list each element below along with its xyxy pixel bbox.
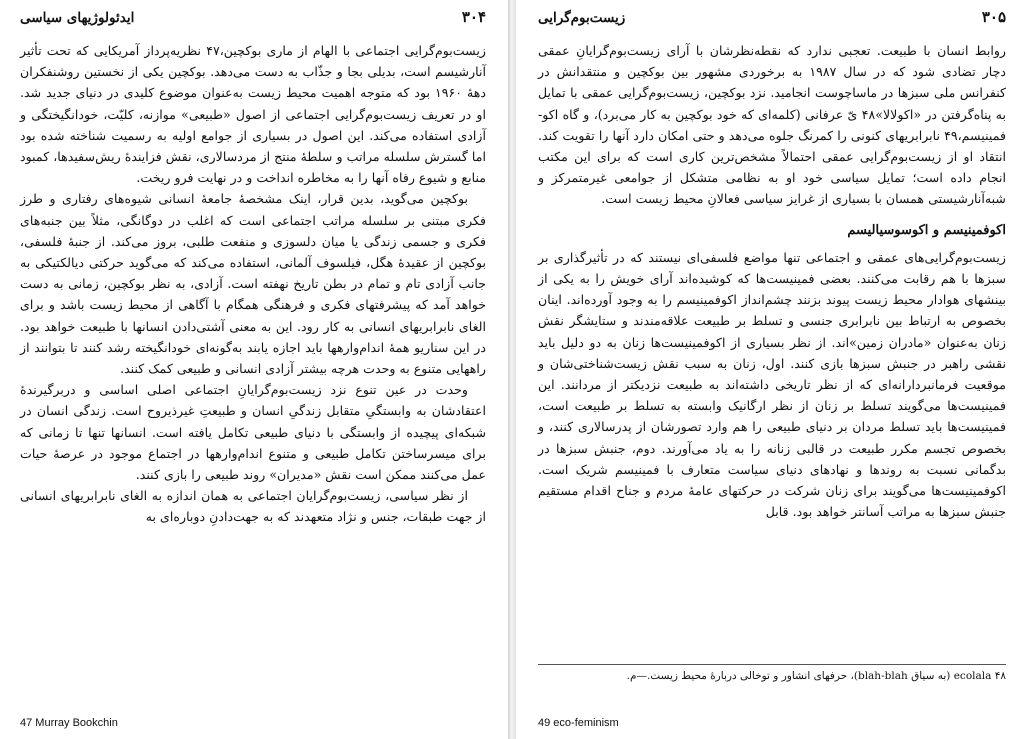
paragraph: از نظر سیاسی، زیست‌بوم‌گرایان اجتماعی به همان اندازه به الغای نابرابریهای انسانی از جهت طبقات، جنس و نژاد متعهدند که به جهت‌دادنِ دوباره‌ای به [20, 488, 486, 525]
left-page [0, 0, 508, 739]
paragraph: زیست‌بوم‌گرایی‌های عمقی و اجتماعی تنها مواضع فلسفی‌ای نیستند که در تأثیرگذاری بر سبزها با هم رقابت می‌کنند. بعضی فمینیست‌ها که کوشیده‌اند آرای خویش را به یکی از بینشهای هوادار محیط زیست پیوند بزنند چشم‌انداز اکوفمینیسم را به وجود آورده‌اند. اینان بخصوص به ارتباط بین نابرابری جنسی و تسلط بر طبیعت علاقه‌مندند و ستایشگر نقش زنان به‌عنوان «مادران زمین»اند. از نظر بسیاری از اکوفمینیست‌ها زنان به دو دلیل باید نقشی راهبر در جنبش سبزها بازی کنند. اول، زنان به سبب نقش زیست‌شناختی‌شان و موقعیت فرمانبردارانه‌ای که از نظر تاریخی داشته‌اند به طبیعت نزدیکتر از مردانند. این فمینیست‌ها می‌گویند تسلط بر زنان از نظر ارگانیک وابسته به تسلط بر طبیعت است، فمینیست‌ها باید تسلط مردان بر دنیای طبیعی را هم وارد تصورشان از پدرسالاری کنند، و بخصوص تجسم مکرر طبیعت در قالبی زنانه را به یاد می‌آورند. دوم، جنبش سبزها در بدگمانی نسبت به روندها و نهادهای دنیای سیاست متعارف با فمینیسم شریک است. اکوفمینیست‌ها می‌گویند برای زنان شرکت در حرکتهای عامهٔ مردم و جناح اقدام مستقیم جنبش سبزها به مراتب آسانتر خواهد بود. قابل [538, 249, 1006, 520]
right-page-header [538, 8, 1006, 30]
paragraph: وحدت در عین تنوع نزد زیست‌بوم‌گرایانِ اجتماعی اصلی اساسی و دربرگیرندهٔ اعتقادشان به وابستگیِ متقابل زندگیِ انسان و طبیعتِ غیرذیروح است. زندگی انسان در شبکه‌ای پیچیده از وابستگی با دنیای طبیعی تکامل یافته است. انسانها تنها تا زمانی که برای میسرساختن تکامل طبیعی و متنوع اندام‌وارهها در اجتماع موجود در عرصهٔ حیات عمل می‌کنند ممکن است نقش «مدیران» روند طبیعی را بازی کنند. [20, 382, 486, 483]
right-page [516, 0, 1024, 739]
paragraph: روابط انسان با طبیعت. تعجبی ندارد که نقطه‌نظرشان با آرای زیست‌بوم‌گرایانِ عمقی دچار تضادی شود که در سال ۱۹۸۷ به برخوردی مشهور بین بوکچین و منتقدانش در کنفرانس ملی سبزها در ماساچوست انجامید. نزد بوکچین، زیست‌بوم‌گرایی عمقی با تمایل به پناه‌گرفتن در «اکولالا»۴۸ یّ عرفانی (کلمه‌ای که خود بوکچین به کار می‌برد)، و گاه اکو-فمینیسم،۴۹ نابرابریهای کنونی را کمرنگ جلوه می‌دهد و حتی امکان دارد آنها را تقویت کند. انتقاد او از زیست‌بوم‌گرایی عمقی احتمالاً مشخص‌ترین کاری است که برای این مکتب انجام داده است؛ تمایل سیاسی خود او به نظامی متشکل از جوامعی غیرمتمرکز و شبه‌آنارشیستی همسان با بسیاری از غرایز سیاسی فعالانِ محیط زیست است. [538, 43, 1007, 207]
footnote-48: ۴۸ ecolala (به سیاق blah-blah)، حرفهای انشاور و توخالی دربارهٔ محیط زیست.—م. [626, 670, 1006, 682]
section-heading: اکوفمینیسم و اکوسوسیالیسم [847, 222, 1006, 238]
book-gutter [508, 0, 516, 739]
right-page-number: ۳۰۵ [981, 8, 1006, 26]
paragraph: بوکچین می‌گوید، بدین قرار، اینک مشخصهٔ جامعهٔ انسانی شیوه‌های رفتاری و طرز فکری مبتنی بر سلسله مراتب اجتماعی است که اغلب در دوگانگی، مثلاً بین جنبه‌های فکری و جسمی زندگی یا میان دلسوزی و منفعت طلبی، بروز می‌کند. از جنبهٔ فلسفی، بوکچین از عقیدهٔ هگل، فیلسوف آلمانی، استفاده می‌کند که می‌گوید حرکتی دیالکتیکی به جانب آزادی تام و تمام در بطن تاریخ نهفته است. آزادی، به نظر بوکچین، زمانی به دست خواهد آمد که پیشرفتهای فکری و فرهنگی همگام با آگاهی از محیط زیست باشد و برای الغای نابرابریهای انسانی به کار رود. این به معنی آشتی‌دادن انسانها با طبیعت خواهد بود. در این سناریو همهٔ اندام‌وارهها باید اجازه یابند به‌گونه‌ای خودانگیخته رشد کنند تا بتوانند از راههایی متنوع به وحدت هرچه بیشتر آزادی انسانی و طبیعی کمک کنند. [20, 191, 486, 377]
left-page-title: ایدئولوژیهای سیاسی [20, 10, 135, 26]
left-page-footnote: 47 Murray Bookchin [20, 717, 118, 729]
right-page-title: زیست‌بوم‌گرایی [538, 10, 626, 26]
left-page-number: ۳۰۴ [461, 8, 486, 26]
paragraph: زیست‌بوم‌گرایی اجتماعی با الهام از ماری بوکچین،۴۷ نظریه‌پرداز آمریکایی که تحت تأثیر آنارشیسم است، بدیلی بجا و جذّاب به دست می‌دهد. بوکچین یکی از نخستین روشنفکران دههٔ ۱۹۶۰ بود که متوجه اهمیت محیط زیست به‌عنوان موضوع کلیدی در دنیای جدید شد. او در تعریف زیست‌بوم‌گرایی اجتماعی از اصول «طبیعی» موازنه، کلیّت، خودانگیختگی و آزادی استفاده می‌کند. این اصول در بسیاری از جوامع اولیه به رسمیت شناخته شده بود اما گسترش سلسله مراتب و سلطهٔ منتج از مردسالاری، نقش فزایندهٔ ریش‌سفیدها، کمبود منابع و شیوع رفاه آنها را به مخاطره انداخت و در نهایت فرو ریخت. [20, 43, 487, 186]
left-page-body [20, 40, 486, 528]
right-page-footnote: 49 eco-feminism [538, 717, 619, 729]
right-page-footnotes [538, 664, 1006, 684]
left-page-header [20, 8, 486, 30]
right-page-body [538, 40, 1006, 522]
